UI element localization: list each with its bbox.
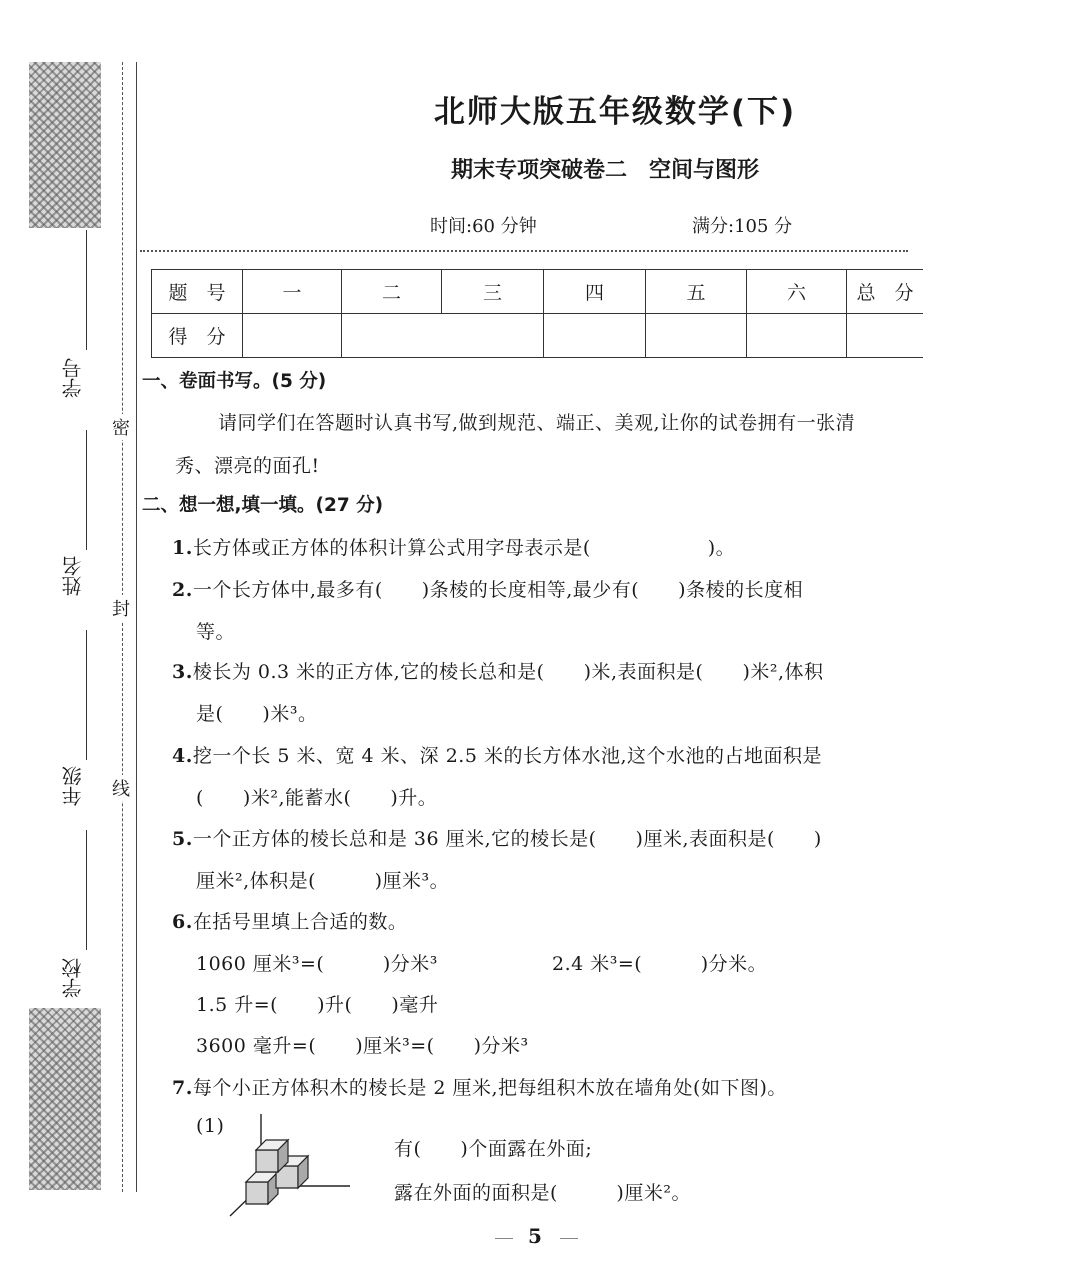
score-cell-6[interactable] [747, 314, 847, 358]
question-6-item-c: 1.5 升=( )升( )毫升 [196, 994, 439, 1016]
exam-full-score: 满分:105 分 [692, 216, 793, 237]
question-4 [172, 741, 822, 768]
label-grade: 年级 [61, 766, 85, 806]
table-cell: 五 [646, 270, 747, 314]
score-cell-5[interactable] [646, 314, 747, 358]
question-1 [172, 533, 735, 560]
score-cell-4[interactable] [544, 314, 646, 358]
question-4-cont: ( )米²,能蓄水( )升。 [196, 787, 438, 809]
question-number: 2. [172, 579, 193, 601]
decorative-pattern-bottom [29, 1008, 101, 1190]
question-text: 一个长方体中,最多有( )条棱的长度相等,最少有( )条棱的长度相 [192, 579, 804, 601]
school-underline [86, 830, 87, 950]
name-underline [86, 430, 87, 550]
label-name: 姓名 [61, 556, 85, 596]
question-text: 每个小正方体积木的棱长是 2 厘米,把每组积木放在墙角处(如下图)。 [192, 1077, 787, 1099]
question-5-cont: 厘米²,体积是( )厘米³。 [196, 870, 450, 892]
question-7-sub-1-label: (1) [196, 1115, 225, 1137]
question-text: 一个正方体的棱长总和是 36 厘米,它的棱长是( )厘米,表面积是( ) [192, 828, 822, 850]
question-text: 挖一个长 5 米、宽 4 米、深 2.5 米的长方体水池,这个水池的占地面积是 [192, 745, 823, 767]
question-text: 长方体或正方体的体积计算公式用字母表示是( )。 [192, 537, 736, 559]
margin-rule [136, 62, 137, 1192]
footer-dash-right [560, 1238, 578, 1239]
seal-char-mi: 密 [112, 414, 130, 440]
table-cell: 一 [243, 270, 342, 314]
question-text: 在括号里填上合适的数。 [192, 911, 408, 933]
question-number: 5. [172, 828, 193, 850]
score-table-header-row [152, 270, 924, 314]
grade-underline [86, 630, 87, 760]
section-1-text-line-1: 请同学们在答题时认真书写,做到规范、端正、美观,让你的试卷拥有一张清 [218, 412, 856, 434]
question-number: 1. [172, 537, 193, 559]
question-5 [172, 824, 822, 851]
question-number: 4. [172, 745, 193, 767]
table-cell: 题 号 [152, 270, 243, 314]
question-7-sub-1b: 露在外面的面积是( )厘米²。 [394, 1182, 691, 1204]
score-table [151, 269, 923, 358]
section-1-heading: 一、卷面书写。(5 分) [142, 371, 327, 392]
question-number: 7. [172, 1077, 193, 1099]
question-7 [172, 1073, 787, 1100]
question-2 [172, 575, 803, 602]
question-number: 6. [172, 911, 193, 933]
question-3-cont: 是( )米³。 [196, 703, 318, 725]
table-cell: 六 [747, 270, 847, 314]
section-2-heading: 二、想一想,填一填。(27 分) [142, 495, 384, 516]
question-text: 棱长为 0.3 米的正方体,它的棱长总和是( )米,表面积是( )米²,体积 [192, 661, 824, 683]
table-cell: 二 [342, 270, 442, 314]
score-cell-1[interactable] [243, 314, 342, 358]
page-subtitle: 期末专项突破卷二 空间与图形 [450, 157, 759, 183]
question-6-item-b: 2.4 米³=( )分米。 [552, 953, 768, 975]
question-6 [172, 907, 407, 934]
score-cell-total[interactable] [847, 314, 924, 358]
table-cell: 四 [544, 270, 646, 314]
score-cell-3[interactable] [442, 314, 544, 358]
question-2-cont: 等。 [196, 621, 236, 643]
section-1-text-line-2: 秀、漂亮的面孔! [175, 455, 320, 477]
page-title: 北师大版五年级数学(下) [433, 94, 797, 130]
seal-char-xian: 线 [112, 775, 130, 801]
table-cell: 总 分 [847, 270, 924, 314]
question-6-item-d: 3600 毫升=( )厘米³=( )分米³ [196, 1035, 529, 1057]
label-school: 学校 [61, 958, 85, 998]
seal-line [122, 62, 123, 1192]
question-6-item-a: 1060 厘米³=( )分米³ [196, 953, 438, 975]
dotted-divider [140, 250, 908, 252]
table-cell: 三 [442, 270, 544, 314]
question-7-sub-1a: 有( )个面露在外面; [394, 1138, 593, 1160]
seal-char-feng: 封 [112, 595, 130, 621]
exam-time: 时间:60 分钟 [430, 216, 537, 237]
table-cell: 得 分 [152, 314, 243, 358]
page-number: 5 [528, 1224, 542, 1248]
question-3 [172, 657, 824, 684]
cube-corner-figure [228, 1112, 354, 1218]
label-student-id: 学号 [61, 358, 85, 398]
score-cell-2[interactable] [342, 314, 442, 358]
score-table-score-row [152, 314, 924, 358]
student-id-underline [86, 230, 87, 350]
question-number: 3. [172, 661, 193, 683]
